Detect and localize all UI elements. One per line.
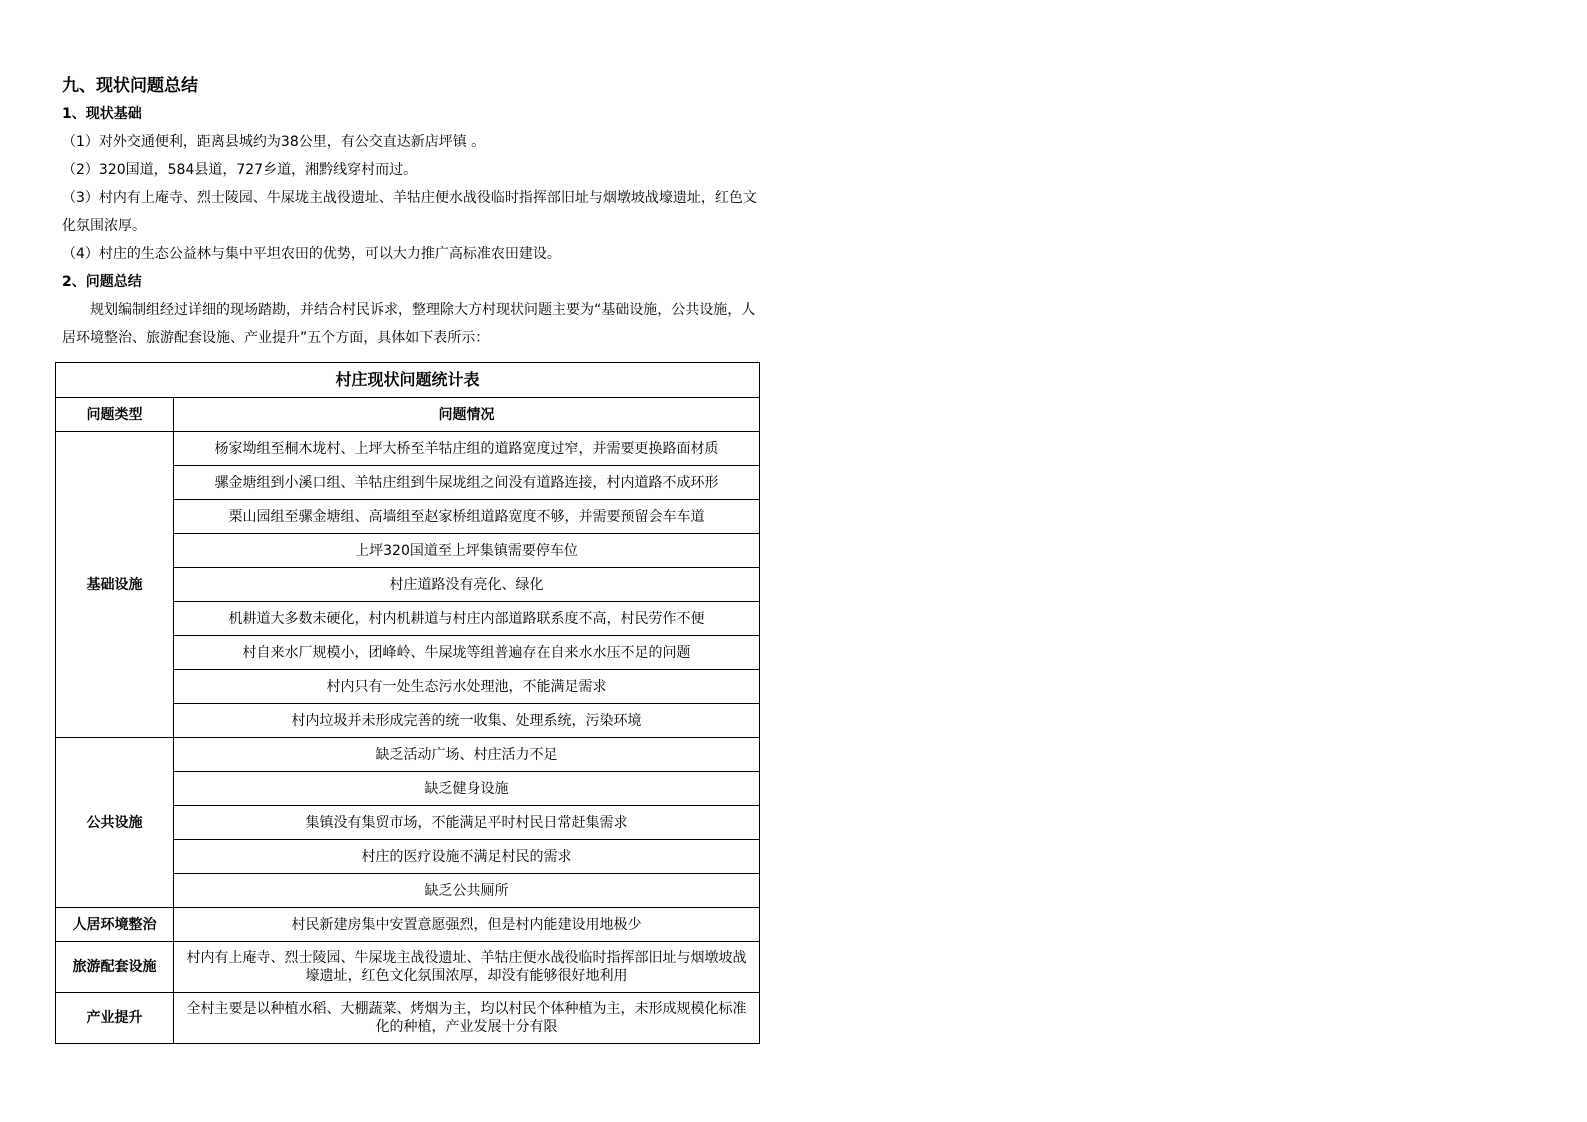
issue-cell: 上坪320国道至上坪集镇需要停车位 bbox=[174, 534, 760, 568]
table-title: 村庄现状问题统计表 bbox=[56, 363, 760, 398]
issue-cell: 栗山园组至骡金塘组、高墙组至赵家桥组道路宽度不够，并需要预留会车车道 bbox=[174, 500, 760, 534]
issue-cell: 村民新建房集中安置意愿强烈，但是村内能建设用地极少 bbox=[174, 908, 760, 942]
category-public-facilities: 公共设施 bbox=[56, 738, 174, 908]
issue-cell: 村内垃圾并未形成完善的统一收集、处理系统，污染环境 bbox=[174, 704, 760, 738]
basis-item-1: （1）对外交通便利，距离县城约为38公里，有公交直达新店坪镇 。 bbox=[62, 134, 486, 150]
issue-cell: 村庄的医疗设施不满足村民的需求 bbox=[174, 840, 760, 874]
issue-cell: 全村主要是以种植水稻、大棚蔬菜、烤烟为主，均以村民个体种植为主，未形成规模化标准化的种植，产业发展十分有限 bbox=[174, 993, 760, 1044]
category-industry: 产业提升 bbox=[56, 993, 174, 1044]
issue-cell: 骡金塘组到小溪口组、羊牯庄组到牛屎垅组之间没有道路连接，村内道路不成环形 bbox=[174, 466, 760, 500]
column-header-issue: 问题情况 bbox=[174, 398, 760, 432]
issue-cell: 村自来水厂规模小，团峰岭、牛屎垅等组普遍存在自来水水压不足的问题 bbox=[174, 636, 760, 670]
category-living-environment: 人居环境整治 bbox=[56, 908, 174, 942]
subsection-title-basis: 1、现状基础 bbox=[62, 106, 142, 122]
problems-intro: 规划编制组经过详细的现场踏勘，并结合村民诉求，整理除大方村现状问题主要为“基础设施，公共设施，人居环境整治、旅游配套设施、产业提升”五个方面，具体如下表所示： bbox=[62, 302, 756, 346]
section-heading: 九、现状问题总结 bbox=[62, 76, 198, 96]
basis-item-3: （3）村内有上庵寺、烈士陵园、牛屎垅主战役遗址、羊牯庄便水战役临时指挥部旧址与烟墩坡战壕遗址，红色文化氛围浓厚。 bbox=[62, 190, 757, 234]
category-infrastructure: 基础设施 bbox=[56, 432, 174, 738]
issue-cell: 缺乏健身设施 bbox=[174, 772, 760, 806]
issues-table bbox=[55, 362, 760, 1044]
column-header-type: 问题类型 bbox=[56, 398, 174, 432]
subsection-title-problems: 2、问题总结 bbox=[62, 274, 142, 290]
issue-cell: 杨家坳组至桐木垅村、上坪大桥至羊牯庄组的道路宽度过窄，并需要更换路面材质 bbox=[174, 432, 760, 466]
document-body bbox=[62, 72, 762, 352]
category-tourism: 旅游配套设施 bbox=[56, 942, 174, 993]
issue-cell: 村内有上庵寺、烈士陵园、牛屎垅主战役遗址、羊牯庄便水战役临时指挥部旧址与烟墩坡战壕遗址，红色文化氛围浓厚，却没有能够很好地利用 bbox=[174, 942, 760, 993]
issue-cell: 村内只有一处生态污水处理池，不能满足需求 bbox=[174, 670, 760, 704]
basis-item-4: （4）村庄的生态公益林与集中平坦农田的优势，可以大力推广高标准农田建设。 bbox=[62, 246, 561, 262]
issue-cell: 缺乏活动广场、村庄活力不足 bbox=[174, 738, 760, 772]
basis-item-2: （2）320国道，584县道，727乡道，湘黔线穿村而过。 bbox=[62, 162, 418, 178]
issue-cell: 村庄道路没有亮化、绿化 bbox=[174, 568, 760, 602]
issue-cell: 机耕道大多数未硬化，村内机耕道与村庄内部道路联系度不高，村民劳作不便 bbox=[174, 602, 760, 636]
issue-cell: 缺乏公共厕所 bbox=[174, 874, 760, 908]
issue-cell: 集镇没有集贸市场，不能满足平时村民日常赶集需求 bbox=[174, 806, 760, 840]
